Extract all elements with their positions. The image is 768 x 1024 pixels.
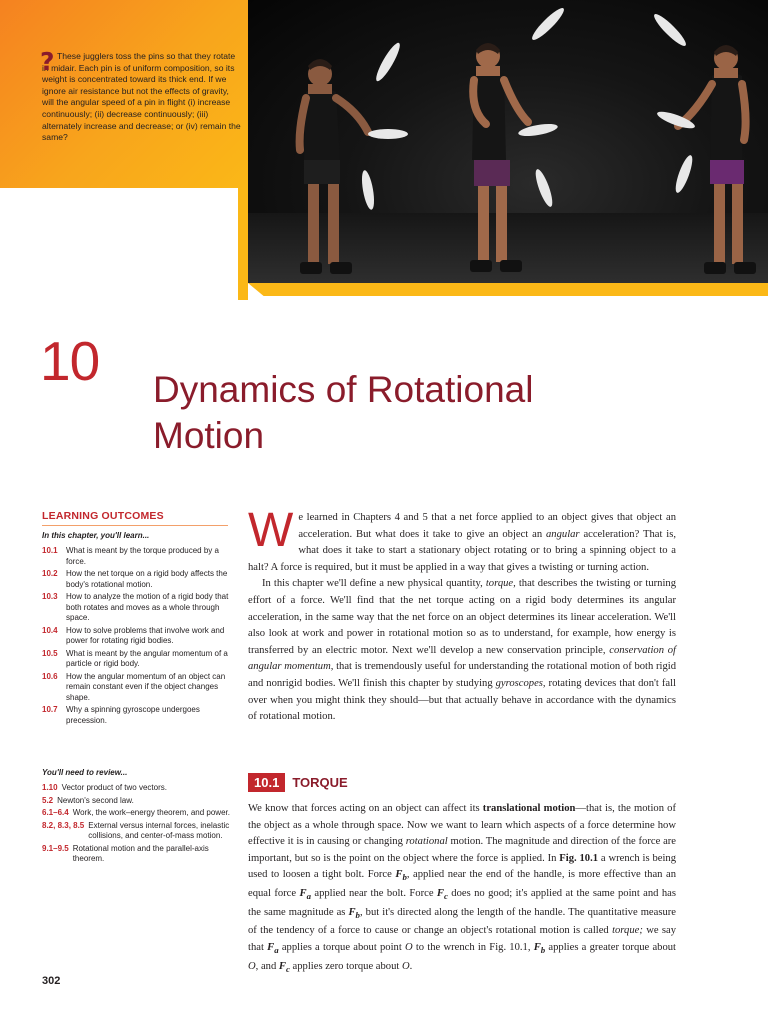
force-symbol: F: [533, 942, 541, 954]
review-item: [42, 796, 234, 807]
outcome-text: How to solve problems that involve work and power for rotating rigid bodies.: [66, 625, 225, 645]
learning-outcomes-list: [42, 546, 234, 728]
outcome-number: 10.6: [42, 671, 58, 681]
intro-emphasis: torque,: [485, 578, 516, 590]
section-text: applied near the bolt. Force: [310, 888, 437, 900]
force-a-symbol: [267, 942, 279, 956]
review-item: [42, 821, 234, 842]
review-text: Newton's second law.: [57, 795, 134, 805]
outcome-text: How to analyze the motion of a rigid body that both rotates and moves as a whole through space.: [66, 592, 229, 622]
jugglers-photo: [248, 0, 768, 283]
section-text: applies a greater torque about: [545, 942, 677, 954]
section-term: translational motion: [482, 803, 576, 814]
outcome-item: [42, 592, 234, 624]
outcome-item: [42, 626, 234, 647]
point-o: O: [248, 960, 256, 972]
review-item: [42, 844, 234, 865]
section-text: .: [409, 960, 413, 972]
point-o: O: [401, 960, 410, 972]
review-heading: You'll need to review...: [42, 768, 128, 777]
intro-emphasis: angular: [546, 528, 580, 540]
intro-text: rotating devices that don't fall over when you might think they should—but that actually behave in accordance with the dynamics of rotational motion.: [248, 677, 676, 723]
section-emphasis: torque;: [612, 925, 643, 937]
juggler-center: [470, 43, 528, 272]
review-section-number: 9.1–9.5: [42, 843, 69, 853]
learning-outcomes-heading: LEARNING OUTCOMES: [42, 510, 228, 526]
section-title: TORQUE: [292, 775, 348, 790]
section-body: [248, 801, 676, 977]
section-text: a wrench is being used to loosen a tight bolt. Force: [248, 852, 676, 881]
outcome-number: 10.3: [42, 592, 58, 601]
force-symbol: F: [267, 942, 275, 954]
photo-accent-strip: [248, 283, 768, 296]
force-subscript: a: [306, 891, 311, 902]
force-subscript: c: [285, 963, 290, 974]
force-b-symbol: [395, 869, 407, 883]
force-c-symbol: [279, 961, 290, 972]
section-heading: [248, 773, 348, 792]
outcome-item: [42, 569, 234, 590]
review-list: [42, 783, 234, 867]
review-text: Rotational motion and the parallel-axis theorem.: [72, 843, 209, 863]
intro-paragraph-1: [248, 504, 676, 576]
force-symbol: F: [348, 906, 356, 918]
section-text: , applied near the end of the handle, is more effective than an equal force: [248, 869, 676, 900]
intro-text: that describes the twisting or turning effort of a force. We'll find that the net torque acting on a rigid body determines its angular acceleration, in the same way that the net force on an object determines its linear acceleration. We'll also look at work and power in rotational motion so as to understand, for example, how energy is transferred by an electric motor. Next we'll develop a new conservation principle,: [248, 578, 676, 656]
force-symbol: F: [278, 960, 286, 972]
outcome-number: 10.4: [42, 625, 58, 635]
force-subscript: a: [274, 945, 279, 956]
section-emphasis: rotational: [405, 836, 448, 848]
outcome-number: 10.2: [42, 569, 58, 578]
review-section-number: 8.2, 8.3, 8.5: [42, 820, 85, 830]
force-subscript: c: [444, 891, 448, 902]
outcome-item: [42, 546, 234, 567]
outcome-text: How the angular momentum of an object can remain constant even if the object changes shape.: [66, 671, 226, 702]
section-text: applies a torque about point: [278, 942, 405, 954]
panel-accent-bar: [238, 188, 248, 300]
outcome-text: Why a spinning gyroscope undergoes precession.: [66, 705, 200, 725]
chapter-title-line-1: Dynamics of Rotational: [153, 369, 534, 410]
question-text: These jugglers toss the pins so that they rotate in midair. Each pin is of uniform composition, so its weight is concentrated toward its thick end. If we ignore air resistance but not the effects of gravity, will the angular speed of a pin in flight (i) increase continuously; (ii) decrease continuously; (iii) alternately increase and decrease; or (iv) remain the same?: [42, 51, 241, 143]
review-section-number: 1.10: [42, 783, 58, 792]
outcome-text: What is meant by the angular momentum of a particle or rigid body.: [66, 648, 228, 668]
learning-outcomes-subheading: In this chapter, you'll learn...: [42, 531, 150, 540]
section-paragraph: [248, 801, 676, 977]
force-c-symbol: [436, 888, 448, 902]
chapter-title: [153, 367, 533, 459]
force-b-symbol: [533, 942, 546, 956]
outcome-item: [42, 705, 234, 726]
juggling-pins: [360, 5, 697, 211]
review-text: External versus internal forces, inelastic collisions, and center-of-mass motion.: [88, 820, 230, 840]
force-symbol: F: [299, 888, 307, 900]
chapter-number: 10: [40, 330, 100, 392]
outcome-number: 10.7: [42, 705, 58, 714]
review-text: Vector product of two vectors.: [61, 783, 167, 792]
intro-paragraph-2: [248, 576, 676, 725]
jugglers-illustration: [248, 0, 768, 283]
point-o: O: [404, 942, 413, 954]
intro-text: In this chapter we'll define a new physical quantity,: [262, 578, 486, 590]
section-text: does no good; it's applied at the same point and has the same magnitude as: [248, 888, 676, 918]
section-text: applies zero torque about: [289, 960, 402, 972]
section-text: , and: [255, 960, 279, 972]
intro-emphasis: conservation of angular momentum,: [248, 644, 676, 673]
force-subscript: b: [355, 909, 360, 920]
section-text: to the wrench in Fig. 10.1,: [412, 942, 534, 954]
juggler-left: [300, 59, 368, 274]
intro-text: that is tremendously useful for understanding the rotational motion of both rigid and nonrigid bodies. We'll finish this chapter by studying: [248, 661, 676, 689]
force-a-symbol: [299, 888, 311, 902]
page-number: 302: [42, 975, 61, 987]
review-item: [42, 808, 234, 819]
question-mark-icon: ?: [40, 47, 55, 76]
section-text: motion. The magnitude and direction of the force are important, but so is the point on the object where the force is applied. In: [248, 836, 677, 864]
intro-text: e learned in Chapters 4 and 5 that a net force applied to an object gives that object an acceleration. But what does it take to give an object an: [298, 512, 676, 540]
section-text: —that is, the motion of the object as a whole through space. Now we want to learn which aspects of a force determine how effective it is in causing or changing: [248, 803, 676, 848]
review-text: Work, the work–energy theorem, and power.: [72, 808, 230, 817]
review-item: [42, 783, 234, 794]
outcome-text: How the net torque on a rigid body affects the body's rotational motion.: [66, 569, 228, 589]
section-text: we say that: [248, 925, 676, 954]
force-symbol: F: [436, 888, 444, 900]
chapter-introduction: [248, 504, 676, 726]
outcome-number: 10.5: [42, 648, 58, 658]
figure-reference: Fig. 10.1: [559, 852, 599, 864]
drop-cap: W: [248, 504, 294, 557]
outcome-number: 10.1: [42, 546, 58, 555]
force-subscript: b: [402, 872, 407, 883]
section-text: , but it's directed along the length of the handle. The quantitative measure of the tendency of a force to cause or change an object's rotational motion is called: [248, 906, 676, 937]
force-symbol: F: [395, 869, 403, 881]
force-subscript: b: [540, 945, 546, 956]
intro-text: acceleration? That is, what does it take to start a stationary object rotating or to bring a spinning object to a halt? A force is required, but it must be applied in a way that gives a twisting or turning action.: [248, 528, 676, 573]
intro-emphasis: gyroscopes,: [495, 677, 546, 689]
outcome-item: [42, 672, 234, 704]
section-text: We know that forces acting on an object can affect its: [248, 803, 483, 814]
outcome-item: [42, 649, 234, 670]
force-b-symbol: [348, 907, 360, 918]
review-section-number: 6.1–6.4: [42, 808, 69, 817]
review-section-number: 5.2: [42, 795, 54, 805]
section-number-badge: 10.1: [248, 773, 285, 792]
chapter-opening-question: [40, 47, 242, 144]
chapter-title-line-2: Motion: [153, 415, 265, 456]
outcome-text: What is meant by the torque produced by a force.: [66, 546, 219, 566]
